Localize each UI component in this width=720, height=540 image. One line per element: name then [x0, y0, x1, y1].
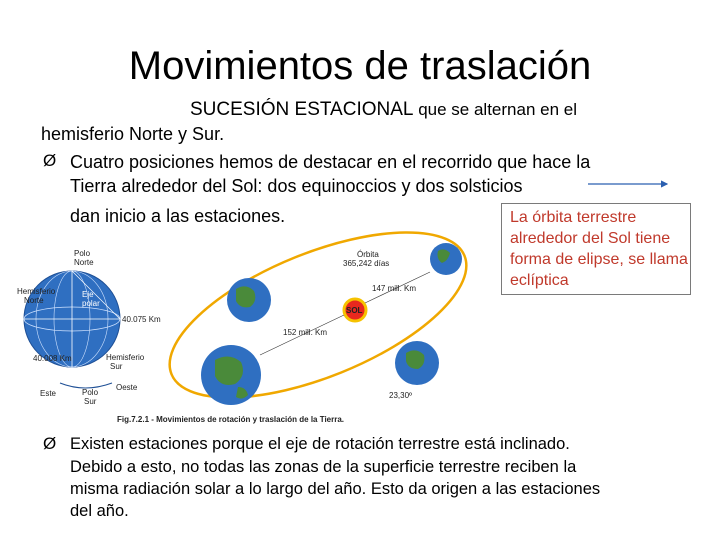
label-sol: SOL — [346, 306, 363, 315]
label-hemisferio-norte-2: Norte — [24, 296, 44, 305]
label-dist-152: 152 mill. Km — [283, 328, 328, 337]
label-radius-top: 40.075 Km — [122, 315, 161, 324]
bullet-2-line-2: Debido a esto, no todas las zonas de la superficie terrestre reciben la — [70, 458, 577, 476]
bullet-1-line-2: Tierra alrededor del Sol: dos equinoccios y dos solsticios — [70, 176, 523, 196]
label-polo-sur-1: Polo — [82, 388, 99, 397]
label-polo-norte-1: Polo — [74, 249, 91, 258]
figure-caption: Fig.7.2.1 - Movimientos de rotación y traslación de la Tierra. — [117, 415, 345, 424]
intro-line-2: hemisferio Norte y Sur. — [41, 124, 225, 144]
label-eje-polar-1: Eje — [82, 290, 94, 299]
bullet-1-marker: Ø — [43, 151, 57, 170]
intro-line-1 — [190, 98, 577, 121]
label-eje-polar-2: polar — [82, 299, 100, 308]
globe-bottom-left — [201, 345, 261, 405]
bullet-2-line-3: misma radiación solar a lo largo del año. Esto da origen a las estaciones — [70, 480, 601, 498]
globe-top-right — [430, 243, 462, 275]
intro-bold: SUCESIÓN ESTACIONAL — [190, 99, 414, 120]
label-oeste: Oeste — [116, 383, 138, 392]
label-orbita-2: 365,242 días — [343, 259, 390, 268]
label-polo-norte-2: Norte — [74, 258, 94, 267]
page-title: Movimientos de traslación — [128, 44, 592, 88]
label-este: Este — [40, 389, 57, 398]
globe-bottom-right — [395, 341, 439, 385]
globe-top-left — [227, 278, 271, 322]
label-hemisferio-norte-1: Hemisferio — [17, 287, 56, 296]
label-dist-147: 147 mill. Km — [372, 284, 417, 293]
label-angle: 23,30º — [389, 391, 412, 400]
label-radius-bottom: 40.008 Km — [33, 354, 72, 363]
earth-orbit-figure — [0, 215, 500, 440]
label-orbita-1: Órbita — [357, 250, 379, 259]
bullet-2-line-1: Existen estaciones porque el eje de rotación terrestre está inclinado. — [70, 435, 570, 453]
label-hemisferio-sur-1: Hemisferio — [106, 353, 145, 362]
bullet-2-line-4: del año. — [70, 502, 129, 520]
bullet-1-line-3: dan inicio a las estaciones. — [70, 206, 286, 226]
bullet-1-line-1: Cuatro posiciones hemos de destacar en el recorrido que hace la — [70, 152, 591, 172]
label-polo-sur-2: Sur — [84, 397, 97, 406]
intro-rest: que se alternan en el — [413, 100, 577, 119]
bullet-2-marker: Ø — [43, 434, 57, 453]
ecliptic-callout: La órbita terrestre alrededor del Sol tiene forma de elipse, se llama eclíptica — [501, 203, 691, 295]
label-hemisferio-sur-2: Sur — [110, 362, 123, 371]
